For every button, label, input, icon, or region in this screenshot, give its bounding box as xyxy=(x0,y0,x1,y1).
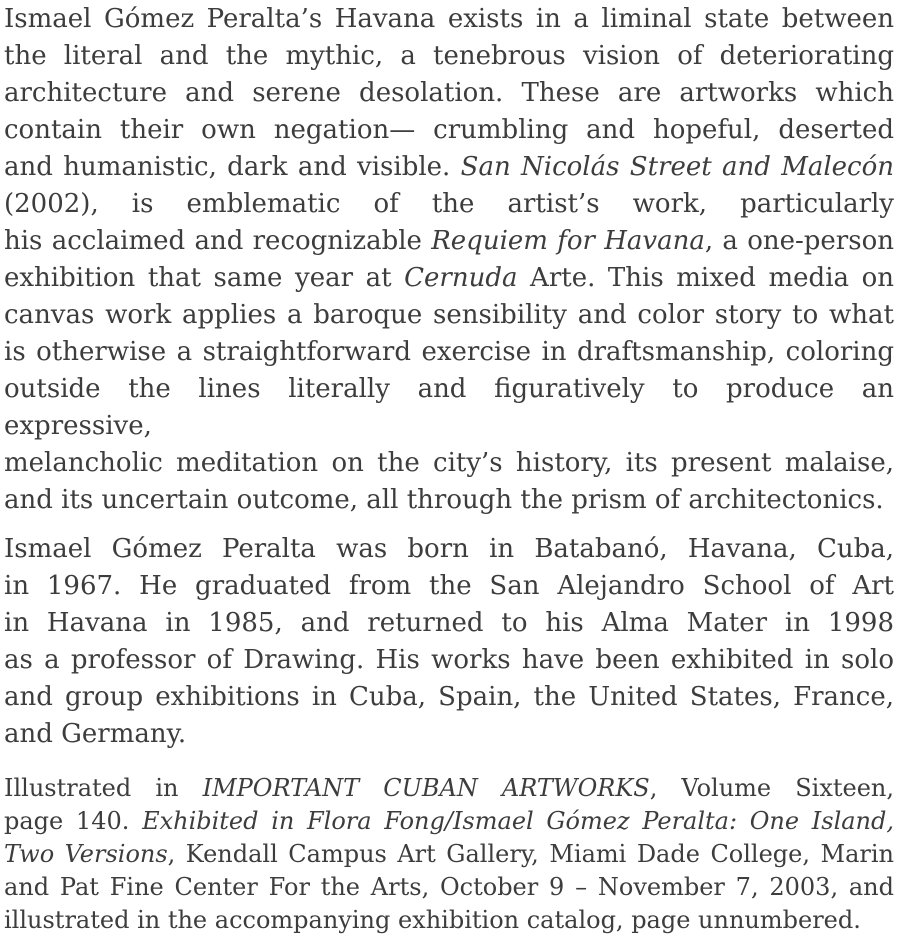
body-text: page 140. xyxy=(4,807,143,835)
body-text: , Volume Sixteen, xyxy=(649,774,894,802)
body-text: melancholic meditation on the city’s history, its present malaise, xyxy=(4,448,894,478)
italic-text: San Nicolás Street and Malecón xyxy=(460,152,894,182)
body-text: illustrated in the accompanying exhibition catalog, page unnumbered. xyxy=(4,906,861,934)
text-line xyxy=(4,531,894,568)
body-text: , a one-person xyxy=(704,226,894,256)
italic-text: Cernuda xyxy=(404,263,518,293)
text-line xyxy=(4,75,894,112)
italic-text: Requiem for Havana xyxy=(431,226,705,256)
text-line xyxy=(4,260,894,297)
body-text: and its uncertain outcome, all through the prism of architectonics. xyxy=(4,485,884,515)
body-text: contain their own negation— crumbling and hopeful, deserted xyxy=(4,115,894,145)
body-text: and group exhibitions in Cuba, Spain, the United States, France, xyxy=(4,682,894,712)
body-text: Illustrated in xyxy=(4,774,203,802)
body-text: in Havana in 1985, and returned to his Alma Mater in 1998 xyxy=(4,608,894,638)
text-line xyxy=(4,334,894,371)
text-line xyxy=(4,605,894,642)
italic-text: Two Versions xyxy=(4,840,168,868)
text-line xyxy=(4,149,894,186)
body-text: and Germany. xyxy=(4,719,187,749)
text-line xyxy=(4,371,894,445)
body-text: and Pat Fine Center For the Arts, October 9 – November 7, 2003, and xyxy=(4,873,894,901)
text-line xyxy=(4,838,894,871)
text-line xyxy=(4,186,894,223)
text-line xyxy=(4,805,894,838)
text-line xyxy=(4,716,894,753)
text-line xyxy=(4,642,894,679)
body-text: architecture and serene desolation. These are artworks which xyxy=(4,78,894,108)
text-line xyxy=(4,904,894,937)
literature-provenance-paragraph xyxy=(4,772,894,937)
text-line xyxy=(4,297,894,334)
text-line xyxy=(4,679,894,716)
text-line xyxy=(4,871,894,904)
body-text: and humanistic, dark and visible. xyxy=(4,152,461,182)
body-text: is otherwise a straightforward exercise in draftsmanship, coloring xyxy=(4,337,894,367)
text-line xyxy=(4,482,894,519)
text-line xyxy=(4,568,894,605)
body-text: Arte. This mixed media on xyxy=(517,263,894,293)
body-text: outside the lines literally and figuratively to produce an expressive, xyxy=(4,374,894,441)
body-text: , Kendall Campus Art Gallery, Miami Dade College, Marin xyxy=(167,840,894,868)
body-text: Ismael Gómez Peralta was born in Batabanó, Havana, Cuba, xyxy=(4,534,894,564)
body-text: canvas work applies a baroque sensibility and color story to what xyxy=(4,300,894,330)
body-text: the literal and the mythic, a tenebrous vision of deteriorating xyxy=(4,41,894,71)
text-line xyxy=(4,445,894,482)
body-text: (2002), is emblematic of the artist’s work, particularly xyxy=(4,189,894,219)
body-text: Ismael Gómez Peralta’s Havana exists in a liminal state between xyxy=(4,4,894,34)
text-line xyxy=(4,112,894,149)
text-line xyxy=(4,38,894,75)
artwork-essay-paragraph xyxy=(4,1,894,519)
text-line xyxy=(4,772,894,805)
text-line xyxy=(4,223,894,260)
body-text: as a professor of Drawing. His works have been exhibited in solo xyxy=(4,645,894,675)
body-text: his acclaimed and recognizable xyxy=(4,226,432,256)
italic-text: IMPORTANT CUBAN ARTWORKS xyxy=(202,774,650,802)
body-text: exhibition that same year at xyxy=(4,263,405,293)
body-text: in 1967. He graduated from the San Alejandro School of Art xyxy=(4,571,894,601)
artist-bio-paragraph xyxy=(4,531,894,753)
italic-text: Exhibited in Flora Fong/Ismael Gómez Peralta: One Island, xyxy=(142,807,894,835)
text-line xyxy=(4,1,894,38)
